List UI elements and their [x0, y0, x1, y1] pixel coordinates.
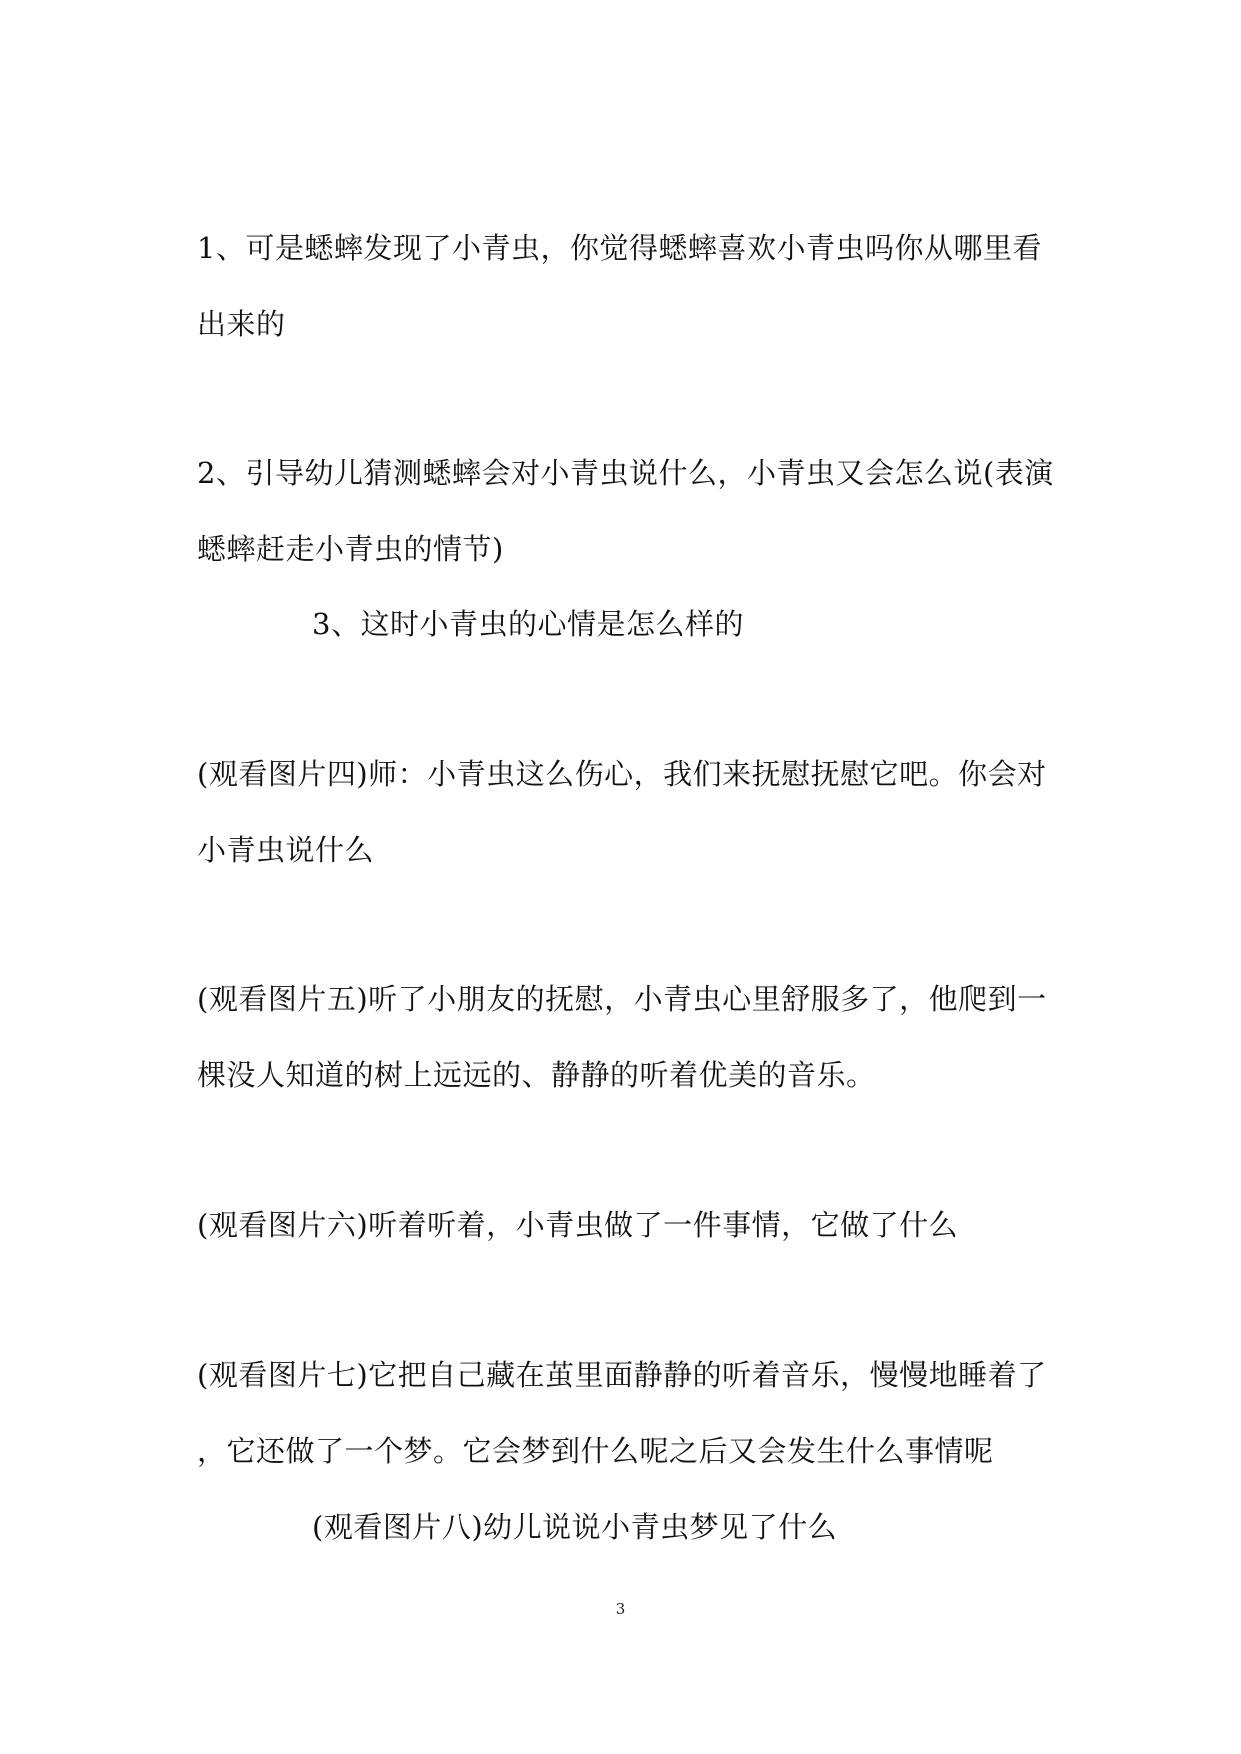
paragraph-7-line-1: (观看图片七)它把自己藏在茧里面静静的听着音乐，慢慢地睡着了 [197, 1358, 1047, 1392]
paragraph-4-line-2: 小青虫说什么 [197, 833, 375, 867]
paragraph-6-line-1: (观看图片六)听着听着，小青虫做了一件事情，它做了什么 [197, 1208, 959, 1242]
paragraph-1-line-1: 1、可是蟋蟀发现了小青虫，你觉得蟋蟀喜欢小青虫吗你从哪里看 [197, 231, 1042, 265]
paragraph-7-line-2: ，它还做了一个梦。它会梦到什么呢之后又会发生什么事情呢 [197, 1434, 994, 1468]
paragraph-5-line-1: (观看图片五)听了小朋友的抚慰，小青虫心里舒服多了，他爬到一 [197, 982, 1047, 1016]
paragraph-4-line-1: (观看图片四)师：小青虫这么伤心，我们来抚慰抚慰它吧。你会对 [197, 757, 1047, 791]
paragraph-2-line-1: 2、引导幼儿猜测蟋蟀会对小青虫说什么，小青虫又会怎么说(表演 [197, 456, 1054, 490]
page-number: 3 [615, 1600, 626, 1618]
paragraph-1-line-2: 出来的 [197, 307, 286, 341]
paragraph-8-line-1: (观看图片八)幼儿说说小青虫梦见了什么 [312, 1510, 838, 1544]
paragraph-5-line-2: 棵没人知道的树上远远的、静静的听着优美的音乐。 [197, 1058, 876, 1092]
paragraph-2-line-2: 蟋蟀赶走小青虫的情节) [197, 532, 504, 566]
paragraph-3-line-1: 3、这时小青虫的心情是怎么样的 [312, 607, 744, 641]
